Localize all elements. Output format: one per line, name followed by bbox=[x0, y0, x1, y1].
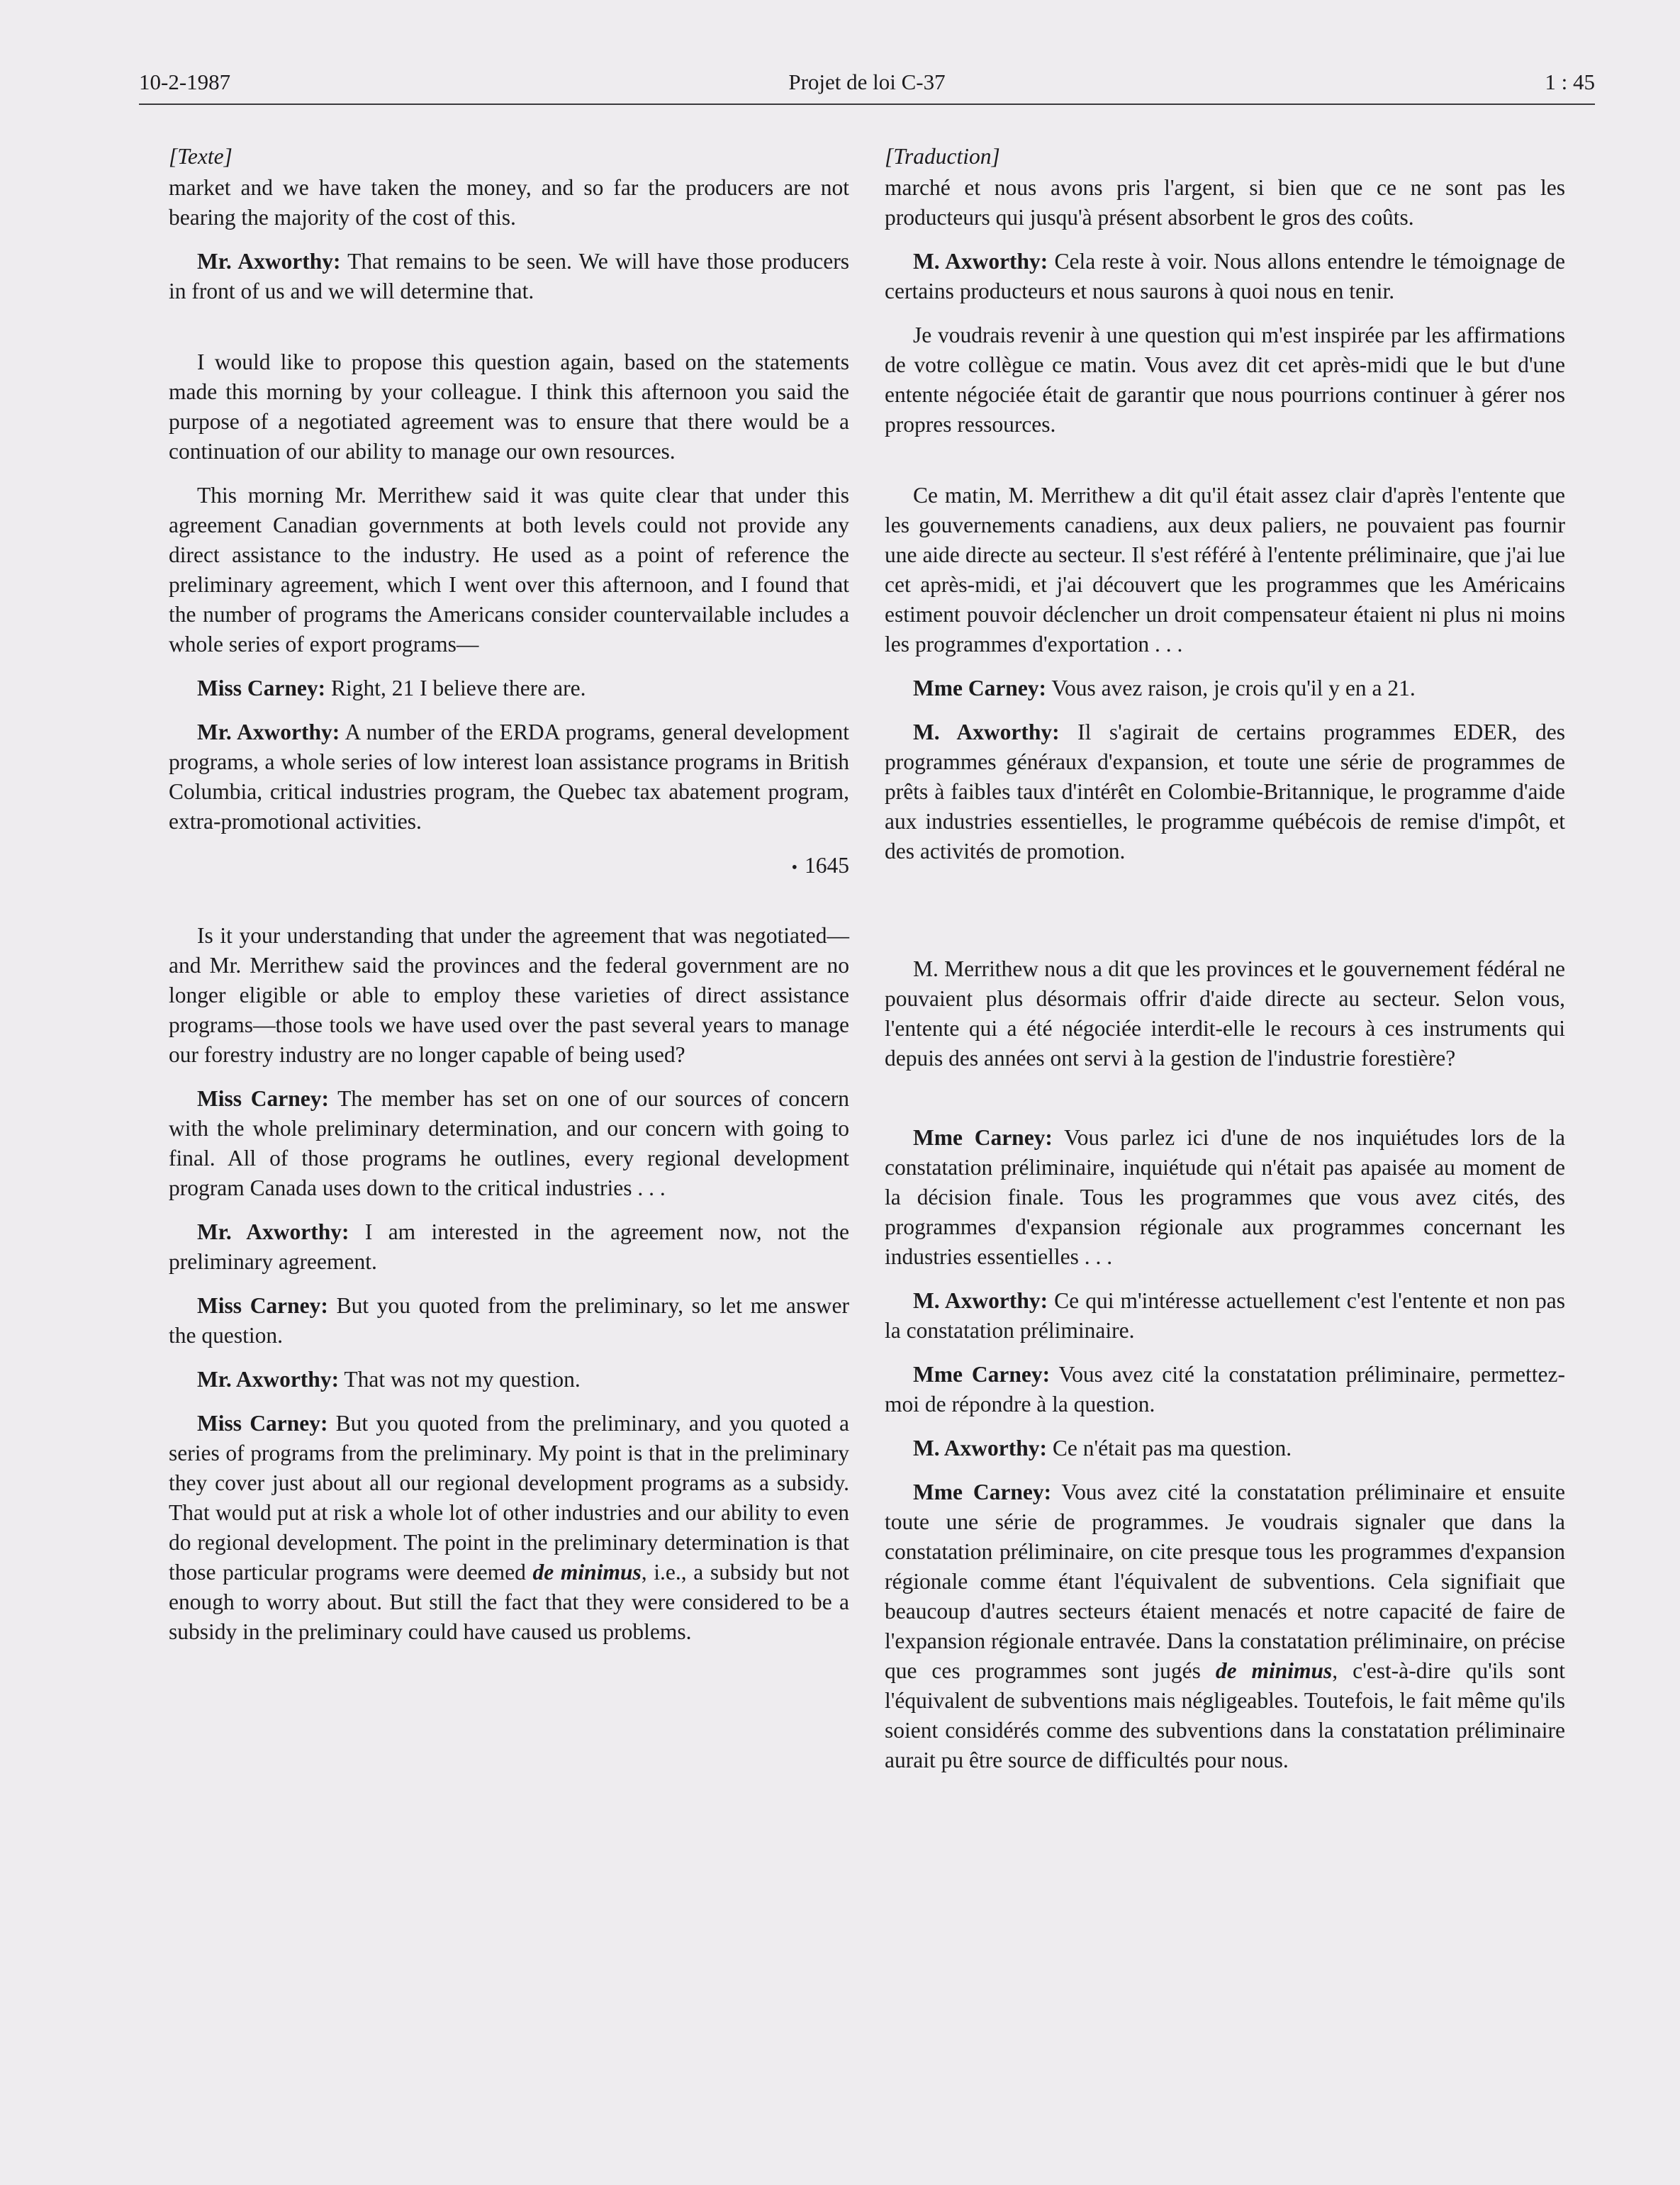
speaker-name: Mr. Axworthy: bbox=[197, 249, 341, 274]
speaker-name: Miss Carney: bbox=[197, 1085, 329, 1111]
paragraph: Ce matin, M. Merrithew a dit qu'il était assez clair d'après l'entente que les gouvernements canadiens, aux deux paliers, ne pouvaient pas fournir une aide directe au secteur. Il s'est référé à l'entente préliminaire, que j'ai lue cet après-midi, et j'ai découvert que les programmes que les Américains estiment pouvoir déclencher un droit compensateur étaient ni plus ni moins les programmes d'exportation . . . bbox=[885, 483, 1565, 656]
paragraph: M. Axworthy: Il s'agirait de certains programmes EDER, des programmes généraux d'expansion, et toute une série de programmes de prêts à faibles taux d'intérêt en Colombie-Britannique, le programme d'aide aux industries essentielles, le programme québécois de remise d'impôt, et des activités de promotion. bbox=[885, 720, 1565, 864]
speaker-name: Miss Carney: bbox=[197, 1292, 328, 1318]
latin-term: de minimus bbox=[1215, 1658, 1333, 1683]
paragraph: Mme Carney: Vous avez cité la constatation préliminaire, permettez-moi de répondre à la question. bbox=[885, 1362, 1565, 1416]
paragraph: Miss Carney: The member has set on one of our sources of concern with the whole preliminary determination, and our concern with going to final. All of those programs he outlines, every regional development program Canada uses down to the critical industries . . . bbox=[169, 1085, 849, 1200]
paragraph: Mr. Axworthy: I am interested in the agreement now, not the preliminary agreement. bbox=[169, 1219, 849, 1274]
speaker-name: Miss Carney: bbox=[197, 676, 326, 700]
speaker-name: M. Axworthy: bbox=[913, 1288, 1048, 1313]
timestamp: • 1645 bbox=[791, 853, 849, 878]
column-label-texte: [Texte] bbox=[169, 144, 233, 169]
paragraph: Mr. Axworthy: A number of the ERDA programs, general development programs, a whole series of low interest loan assistance programs in British Columbia, critical industries program, the Quebec tax abatement program, extra-promotional activities. bbox=[169, 720, 849, 834]
speaker-name: Mme Carney: bbox=[913, 1125, 1053, 1150]
paragraph: market and we have taken the money, and so far the producers are not bearing the majority of the cost of this. bbox=[169, 175, 849, 230]
paragraph: Miss Carney: But you quoted from the preliminary, so let me answer the question. bbox=[169, 1292, 849, 1348]
paragraph: Is it your understanding that under the agreement that was negotiated—and Mr. Merrithew said the provinces and the federal government are no longer eligible or able to employ these varieties of direct assistance programs—those tools we have used over the past several years to manage our forestry industry are no longer capable of being used? bbox=[169, 922, 849, 1067]
paragraph: I would like to propose this question again, based on the statements made this morning by your colleague. I think this afternoon you said the purpose of a negotiated agreement was to ensure that there would be a continuation of our ability to manage our own resources. bbox=[169, 350, 849, 464]
paragraph: Mme Carney: Vous avez raison, je crois qu'il y en a 21. bbox=[913, 676, 1416, 700]
paragraph: Mme Carney: Vous parlez ici d'une de nos inquiétudes lors de la constatation préliminaire, inquiétude qui n'était pas apaisée au moment de la décision finale. Tous les programmes que vous avez cités, des programmes d'expansion régionale aux programmes concernant les industries essentielles . . . bbox=[885, 1125, 1565, 1269]
paragraph: M. Axworthy: Ce n'était pas ma question. bbox=[913, 1436, 1292, 1460]
header-date: 10-2-1987 bbox=[139, 69, 231, 94]
paragraph: Mr. Axworthy: That was not my question. bbox=[197, 1366, 581, 1392]
speaker-name: Mr. Axworthy: bbox=[197, 720, 340, 744]
speaker-name: Mme Carney: bbox=[913, 676, 1047, 700]
header-page-number: 1 : 45 bbox=[1545, 69, 1595, 94]
paragraph: Mr. Axworthy: That remains to be seen. We will have those producers in front of us and we will determine that. bbox=[169, 249, 849, 303]
latin-term: de minimus bbox=[532, 1559, 642, 1585]
paragraph: M. Merrithew nous a dit que les provinces et le gouvernement fédéral ne pouvaient plus désormais offrir d'aide directe au secteur. Selon vous, l'entente qui a été négociée interdit-elle le recours à ces instruments qui depuis des années ont servi à la gestion de l'industrie forestière? bbox=[885, 956, 1565, 1071]
bullet-icon: • bbox=[791, 858, 797, 877]
paragraph: M. Axworthy: Ce qui m'intéresse actuellement c'est l'entente et non pas la constatation préliminaire. bbox=[885, 1288, 1565, 1343]
french-column bbox=[885, 142, 1565, 1789]
paragraph: Je voudrais revenir à une question qui m'est inspirée par les affirmations de votre collègue ce matin. Vous avez dit cet après-midi que le but d'une entente négociée était de garantir que nous pourrions continuer à gérer nos propres ressources. bbox=[885, 323, 1565, 437]
speaker-name: Mme Carney: bbox=[913, 1362, 1051, 1387]
speaker-name: Mr. Axworthy: bbox=[197, 1219, 349, 1244]
header-title: Projet de loi C-37 bbox=[788, 69, 946, 94]
paragraph: Miss Carney: But you quoted from the preliminary, and you quoted a series of programs from the preliminary. My point is that in the preliminary they cover just about all our regional development programs as a subsidy. That would put at risk a whole lot of other industries and our ability to even do regional development. The point in the preliminary determination is that those particular programs were deemed de minimus, i.e., a subsidy but not enough to worry about. But still the fact that they were considered to be a subsidy in the preliminary could have caused us problems. bbox=[169, 1410, 849, 1644]
speaker-name: M. Axworthy: bbox=[913, 1436, 1047, 1460]
speaker-name: Mr. Axworthy: bbox=[197, 1366, 340, 1392]
speaker-name: M. Axworthy: bbox=[913, 720, 1060, 744]
paragraph: This morning Mr. Merrithew said it was quite clear that under this agreement Canadian governments at both levels could not provide any direct assistance to the industry. He used as a point of reference the preliminary agreement, which I went over this afternoon, and I found that the number of programs the Americans consider countervailable includes a whole series of export programs— bbox=[169, 483, 849, 656]
paragraph: marché et nous avons pris l'argent, si bien que ce ne sont pas les producteurs qui jusqu'à présent absorbent le gros des coûts. bbox=[885, 175, 1565, 230]
column-label-traduction: [Traduction] bbox=[885, 144, 1000, 169]
speaker-name: Mme Carney: bbox=[913, 1480, 1052, 1504]
paragraph: Mme Carney: Vous avez cité la constatation préliminaire et ensuite toute une série de programmes. Je voudrais signaler que dans la constatation préliminaire, on cite presque tous les programmes d'expansion régionale comme étant l'équivalent de subventions. Cela signifiait que beaucoup d'autres secteurs étaient menacés et notre capacité de faire de l'expansion régionale entravée. Dans la constatation préliminaire, on précise que ces programmes sont jugés de minimus, c'est-à-dire qu'ils sont l'équivalent de subventions mais négligeables. Toutefois, le fait même qu'ils soient considérés comme des subventions dans la constatation préliminaire aurait pu être source de difficultés pour nous. bbox=[885, 1480, 1565, 1772]
header-rule bbox=[139, 104, 1595, 105]
speaker-name: Miss Carney: bbox=[197, 1410, 328, 1436]
english-column bbox=[169, 142, 849, 1661]
paragraph: M. Axworthy: Cela reste à voir. Nous allons entendre le témoignage de certains producteurs et nous saurons à quoi nous en tenir. bbox=[885, 249, 1565, 303]
speaker-name: M. Axworthy: bbox=[913, 249, 1048, 274]
paragraph: Miss Carney: Right, 21 I believe there are. bbox=[197, 676, 586, 700]
